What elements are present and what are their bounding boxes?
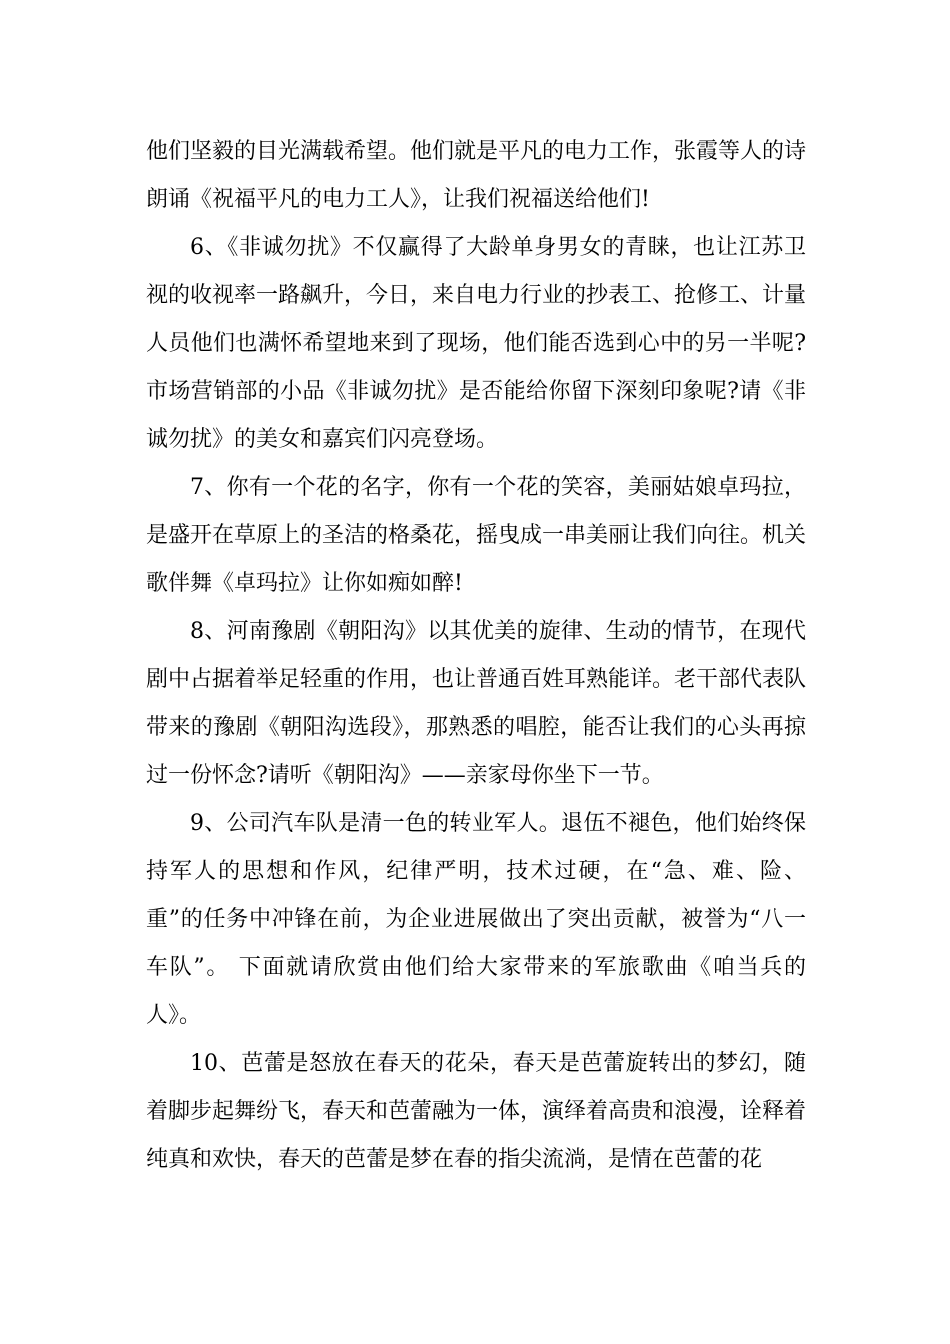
paragraph-7: 7、你有一个花的名字，你有一个花的笑容，美丽姑娘卓玛拉，是盛开在草原上的圣洁的格桑花，摇曳成一串美丽让我们向往。机关歌伴舞《卓玛拉》让你如痴如醉! [146, 475, 807, 596]
paragraph-6: 6、《非诚勿扰》不仅赢得了大龄单身男女的青睐，也让江苏卫视的收视率一路飙升，今日，来自电力行业的抄表工、抢修工、计量人员他们也满怀希望地来到了现场，他们能否选到心中的另一半呢?市场营销部的小品《非诚勿扰》是否能给你留下深刻印象呢?请《非诚勿扰》的美女和嘉宾们闪亮登场。 [146, 235, 807, 452]
paragraph-8: 8、河南豫剧《朝阳沟》以其优美的旋律、生动的情节，在现代剧中占据着举足轻重的作用，也让普通百姓耳熟能详。老干部代表队带来的豫剧《朝阳沟选段》，那熟悉的唱腔，能否让我们的心头再掠过一份怀念?请听《朝阳沟》——亲家母你坐下一节。 [146, 619, 807, 788]
paragraph-10: 10、芭蕾是怒放在春天的花朵，春天是芭蕾旋转出的梦幻，随着脚步起舞纷飞，春天和芭蕾融为一体，演绎着高贵和浪漫，诠释着纯真和欢快，春天的芭蕾是梦在春的指尖流淌，是情在芭蕾的花 [146, 1051, 807, 1172]
paragraph-9: 9、公司汽车队是清一色的转业军人。退伍不褪色，他们始终保持军人的思想和作风，纪律严明，技术过硬，在“急、难、险、重”的任务中冲锋在前，为企业进展做出了突出贡献，被誉为“八一车队”。 下面就请欣赏由他们给大家带来的军旅歌曲《咱当兵的人》。 [146, 811, 806, 1028]
document-body [146, 128, 806, 1184]
paragraph-5-continued: 他们坚毅的目光满载希望。他们就是平凡的电力工作，张霞等人的诗朗诵《祝福平凡的电力工人》，让我们祝福送给他们! [146, 139, 807, 212]
